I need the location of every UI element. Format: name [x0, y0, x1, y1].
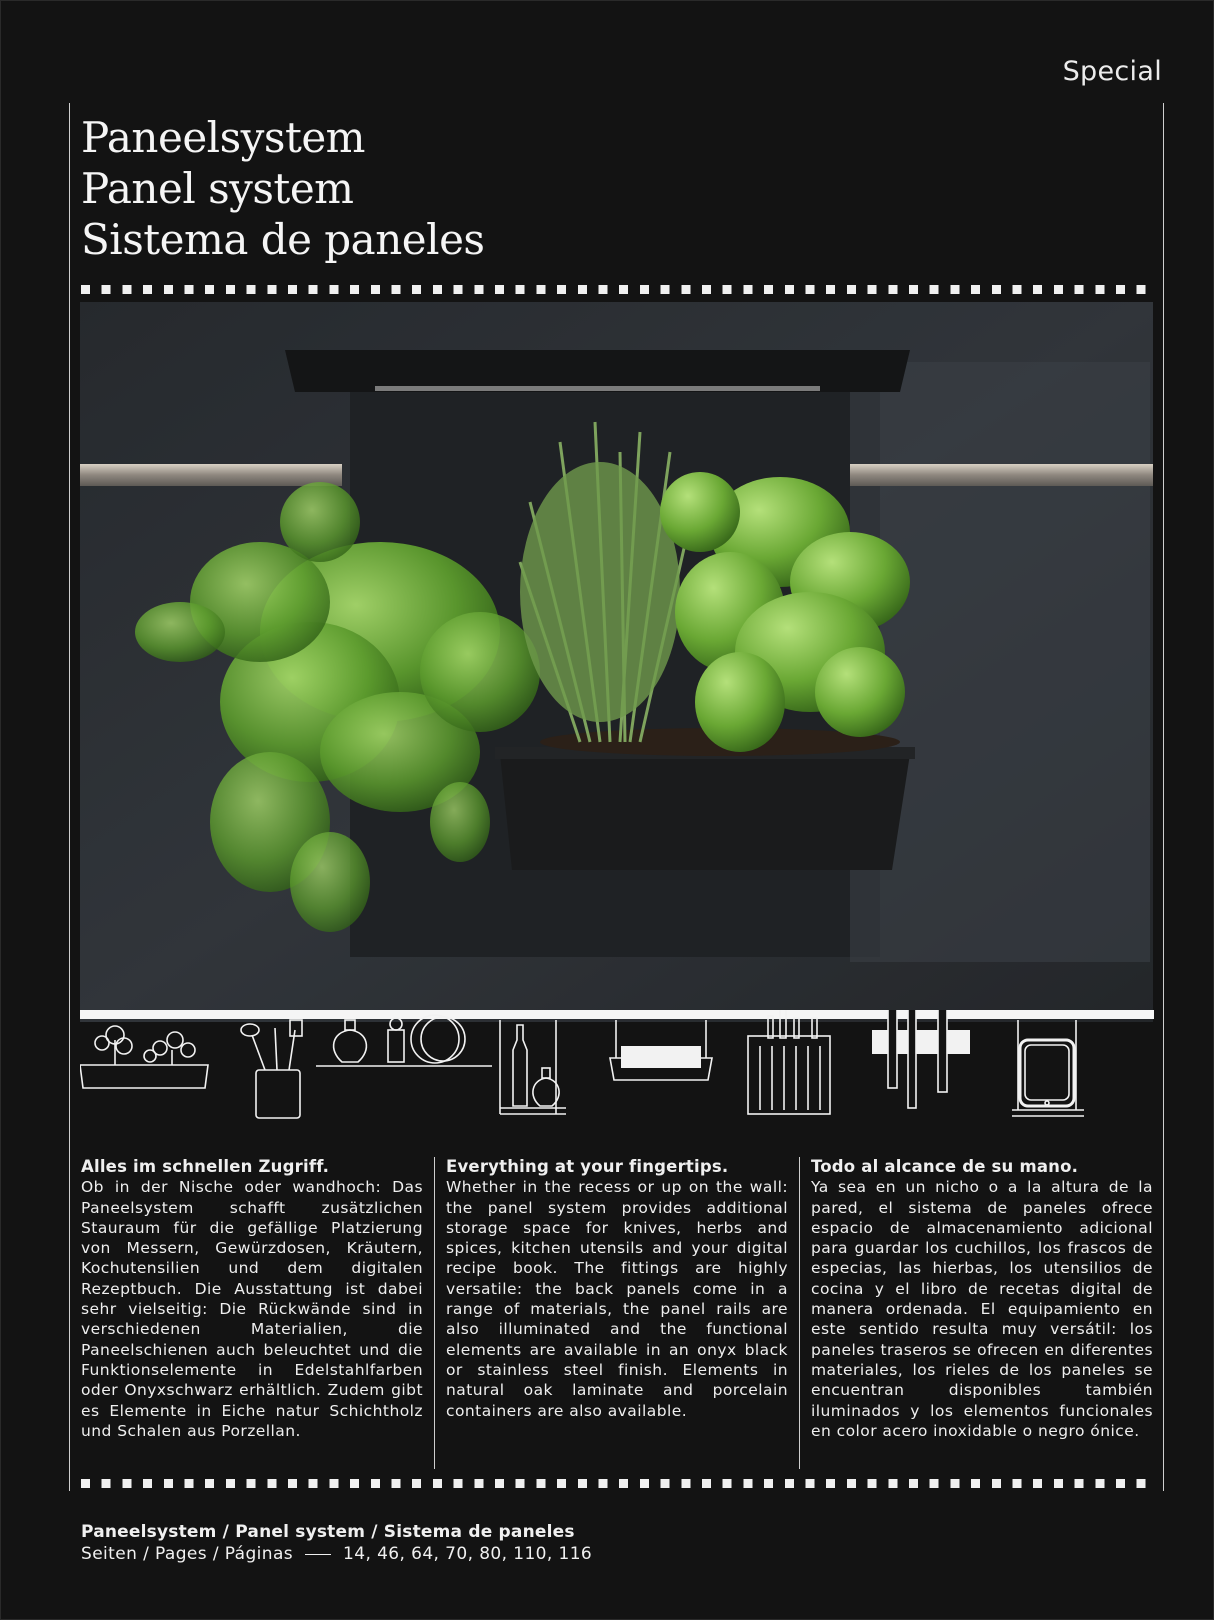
right-rule — [1163, 103, 1164, 1491]
footer-pages-list: 14, 46, 64, 70, 80, 110, 116 — [343, 1544, 593, 1564]
column-rule-1 — [434, 1157, 435, 1469]
utensil-holder-icon — [241, 1020, 302, 1118]
heading-spanish: Todo al alcance de su mano. — [811, 1157, 1079, 1176]
light-strip — [375, 386, 820, 391]
body-german: Ob in der Nische oder wandhoch: Das Paneelsystem schafft zusätzlichen Stauraum für die gefällige Platzierung von Messern, Gewürzdosen, Kräutern, Kochutensilien und dem digitalen Rezeptbuch. Die Ausstattung ist dabei sehr vielseitig: Die Rückwände sind in verschiedenen Materialien, die Paneelschienen auch beleuchtet und die Funktionselemente in Edelstahlfarben oder Onyxschwarz erhältlich. Zudem gibt es Elemente in Eiche natur Schichtholz und Schalen aus Porzellan. — [81, 1178, 423, 1440]
light-shelf — [285, 350, 910, 392]
rosemary-foliage — [520, 462, 680, 722]
icon-rail-bar — [80, 1010, 1154, 1019]
accessory-icon-strip — [80, 1010, 1154, 1135]
knife-block-icon — [748, 1010, 830, 1114]
planter-icon — [80, 1026, 208, 1088]
heading-english: Everything at your fingertips. — [446, 1157, 729, 1176]
spice-shelf-icon — [316, 1015, 492, 1066]
page-title — [81, 112, 484, 265]
rail-right — [850, 464, 1153, 486]
title-spanish: Sistema de paneles — [81, 215, 485, 264]
heading-german: Alles im schnellen Zugriff. — [81, 1157, 330, 1176]
body-english: Whether in the recess or up on the wall: the panel system provides additional storage space for knives, herbs and spices, kitchen utensils and your digital recipe book. The fittings are highly versatile: the back panels come in a range of materials, the panel rails are also illuminated and the functional elements are available in an onyx black or stainless steel finish. Elements in natural oak laminate and porcelain containers are also available. — [446, 1178, 788, 1420]
column-german — [81, 1157, 423, 1441]
herb-planter-photo — [80, 302, 1153, 1022]
top-dashed-divider — [81, 285, 1153, 294]
magnetic-knife-rail-icon — [872, 1010, 970, 1108]
text-columns — [81, 1157, 1154, 1447]
footer-title: Paneelsystem / Panel system / Sistema de paneles — [81, 1522, 575, 1542]
wall-right — [850, 362, 1150, 962]
column-spanish — [811, 1157, 1153, 1441]
photo-illustration — [80, 302, 1153, 1022]
tablet-holder-icon — [1012, 1020, 1084, 1116]
bottom-dashed-divider — [81, 1479, 1153, 1488]
roll-holder-icon — [610, 1020, 712, 1080]
column-rule-2 — [799, 1157, 800, 1469]
title-german: Paneelsystem — [81, 113, 366, 162]
rail-left — [80, 464, 342, 486]
section-label: Special — [1062, 56, 1162, 87]
footer-dash — [305, 1554, 331, 1555]
left-rule — [69, 103, 70, 1491]
column-english — [446, 1157, 788, 1421]
planter-box — [500, 754, 910, 870]
footer-pages-label: Seiten / Pages / Páginas — [81, 1544, 294, 1564]
title-english: Panel system — [81, 164, 354, 213]
body-spanish: Ya sea en un nicho o a la altura de la pared, el sistema de paneles ofrece espacio de almacenamiento adicional para guardar los cuchillos, los frascos de especias, las hierbas, los utensilios de cocina y el libro de recetas digital de manera ordenada. El equipamiento en este sentido resulta muy versátil: los paneles traseros se ofrecen en diferentes materiales, los rieles de los paneles se encuentran disponibles también iluminados y los elementos funcionales en color acero inoxidable o negro ónice. — [811, 1178, 1153, 1440]
footer-pages — [81, 1543, 592, 1565]
page-reference-footer — [81, 1521, 592, 1565]
bottle-rail-icon — [500, 1020, 566, 1114]
